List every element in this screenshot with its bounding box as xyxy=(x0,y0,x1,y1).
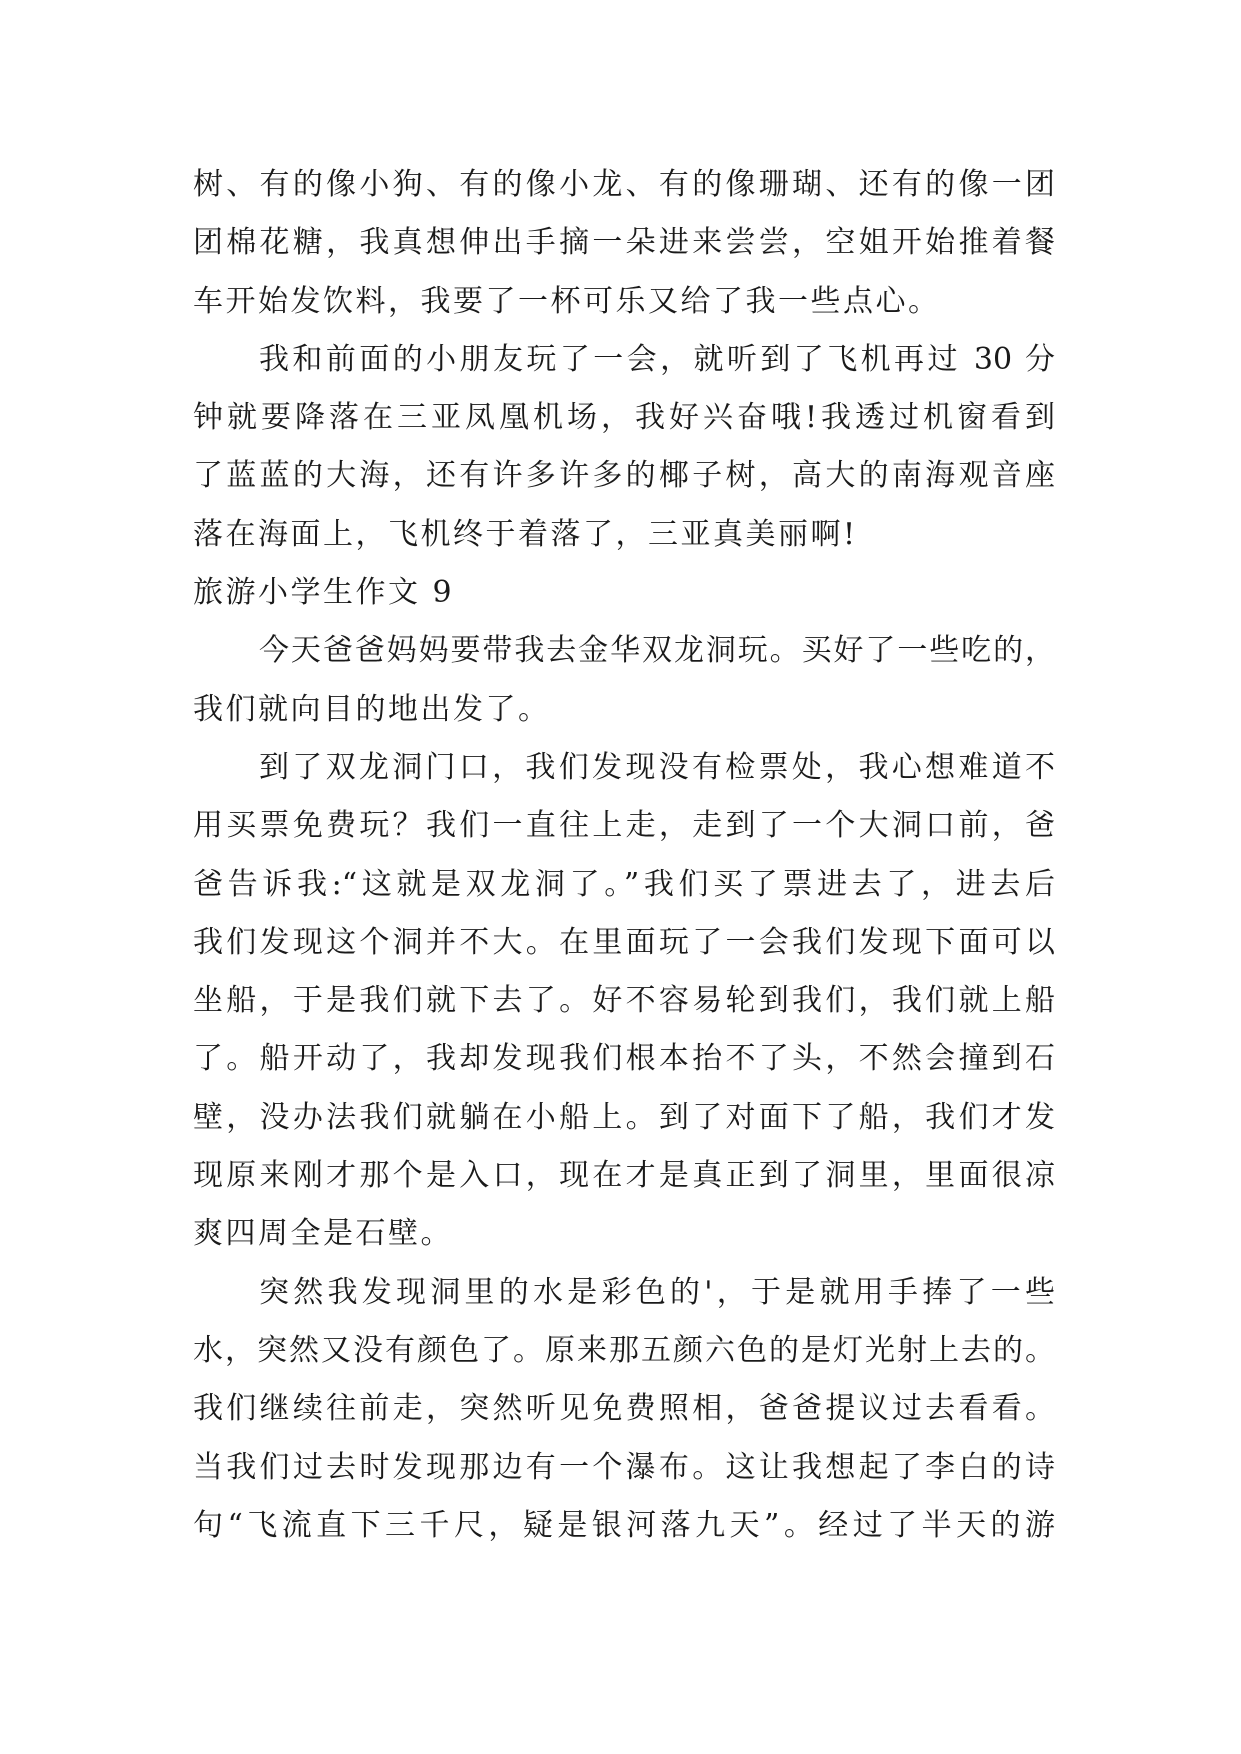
text-line: 爽四周全是石壁。 xyxy=(193,1216,453,1252)
paragraph xyxy=(193,331,1055,564)
paragraph xyxy=(193,622,1055,739)
paragraph xyxy=(193,1264,1055,1555)
text-line: 水，突然又没有颜色了。原来那五颜六色的是灯光射上去的。 xyxy=(193,1332,1055,1368)
text-line: 落在海面上，飞机终于着落了，三亚真美丽啊! xyxy=(193,516,858,552)
text-line: 车开始发饮料，我要了一杯可乐又给了我一些点心。 xyxy=(193,283,941,319)
text-line: 树、有的像小狗、有的像小龙、有的像珊瑚、还有的像一团 xyxy=(193,167,1055,202)
paragraph xyxy=(193,156,1055,331)
text-line: 我和前面的小朋友玩了一会，就听到了飞机再过 30 分 xyxy=(259,341,1055,377)
text-line: 壁，没办法我们就躺在小船上。到了对面下了船，我们才发 xyxy=(193,1099,1055,1135)
text-line: 突然我发现洞里的水是彩色的'，于是就用手捧了一些 xyxy=(259,1274,1055,1310)
text-line: 爸告诉我:“这就是双龙洞了。”我们买了票进去了，进去后 xyxy=(193,866,1055,902)
text-line: 现原来刚才那个是入口，现在才是真正到了洞里，里面很凉 xyxy=(193,1158,1055,1194)
text-line: 今天爸爸妈妈要带我去金华双龙洞玩。买好了一些吃的， xyxy=(259,633,1055,669)
text-line: 团棉花糖，我真想伸出手摘一朵进来尝尝，空姐开始推着餐 xyxy=(193,225,1055,261)
text-line: 我们发现这个洞并不大。在里面玩了一会我们发现下面可以 xyxy=(193,924,1055,960)
text-line: 到了双龙洞门口，我们发现没有检票处，我心想难道不 xyxy=(259,749,1055,785)
essay-title: 旅游小学生作文 9 xyxy=(193,575,455,611)
text-line: 了蓝蓝的大海，还有许多许多的椰子树，高大的南海观音座 xyxy=(193,458,1055,494)
text-line: 用买票免费玩？我们一直往上走，走到了一个大洞口前，爸 xyxy=(193,808,1055,844)
text-line: 句“飞流直下三千尺，疑是银河落九天”。经过了半天的游 xyxy=(193,1507,1055,1543)
text-line: 了。船开动了，我却发现我们根本抬不了头，不然会撞到石 xyxy=(193,1041,1055,1077)
text-line: 钟就要降落在三亚凤凰机场，我好兴奋哦!我透过机窗看到 xyxy=(193,400,1055,436)
paragraph xyxy=(193,739,1055,1264)
text-line: 当我们过去时发现那边有一个瀑布。这让我想起了李白的诗 xyxy=(193,1449,1055,1485)
document-body xyxy=(193,156,1055,1555)
text-line: 坐船，于是我们就下去了。好不容易轮到我们，我们就上船 xyxy=(193,983,1055,1019)
text-line: 我们就向目的地出发了。 xyxy=(193,691,551,727)
text-line: 我们继续往前走，突然听见免费照相，爸爸提议过去看看。 xyxy=(193,1391,1055,1427)
